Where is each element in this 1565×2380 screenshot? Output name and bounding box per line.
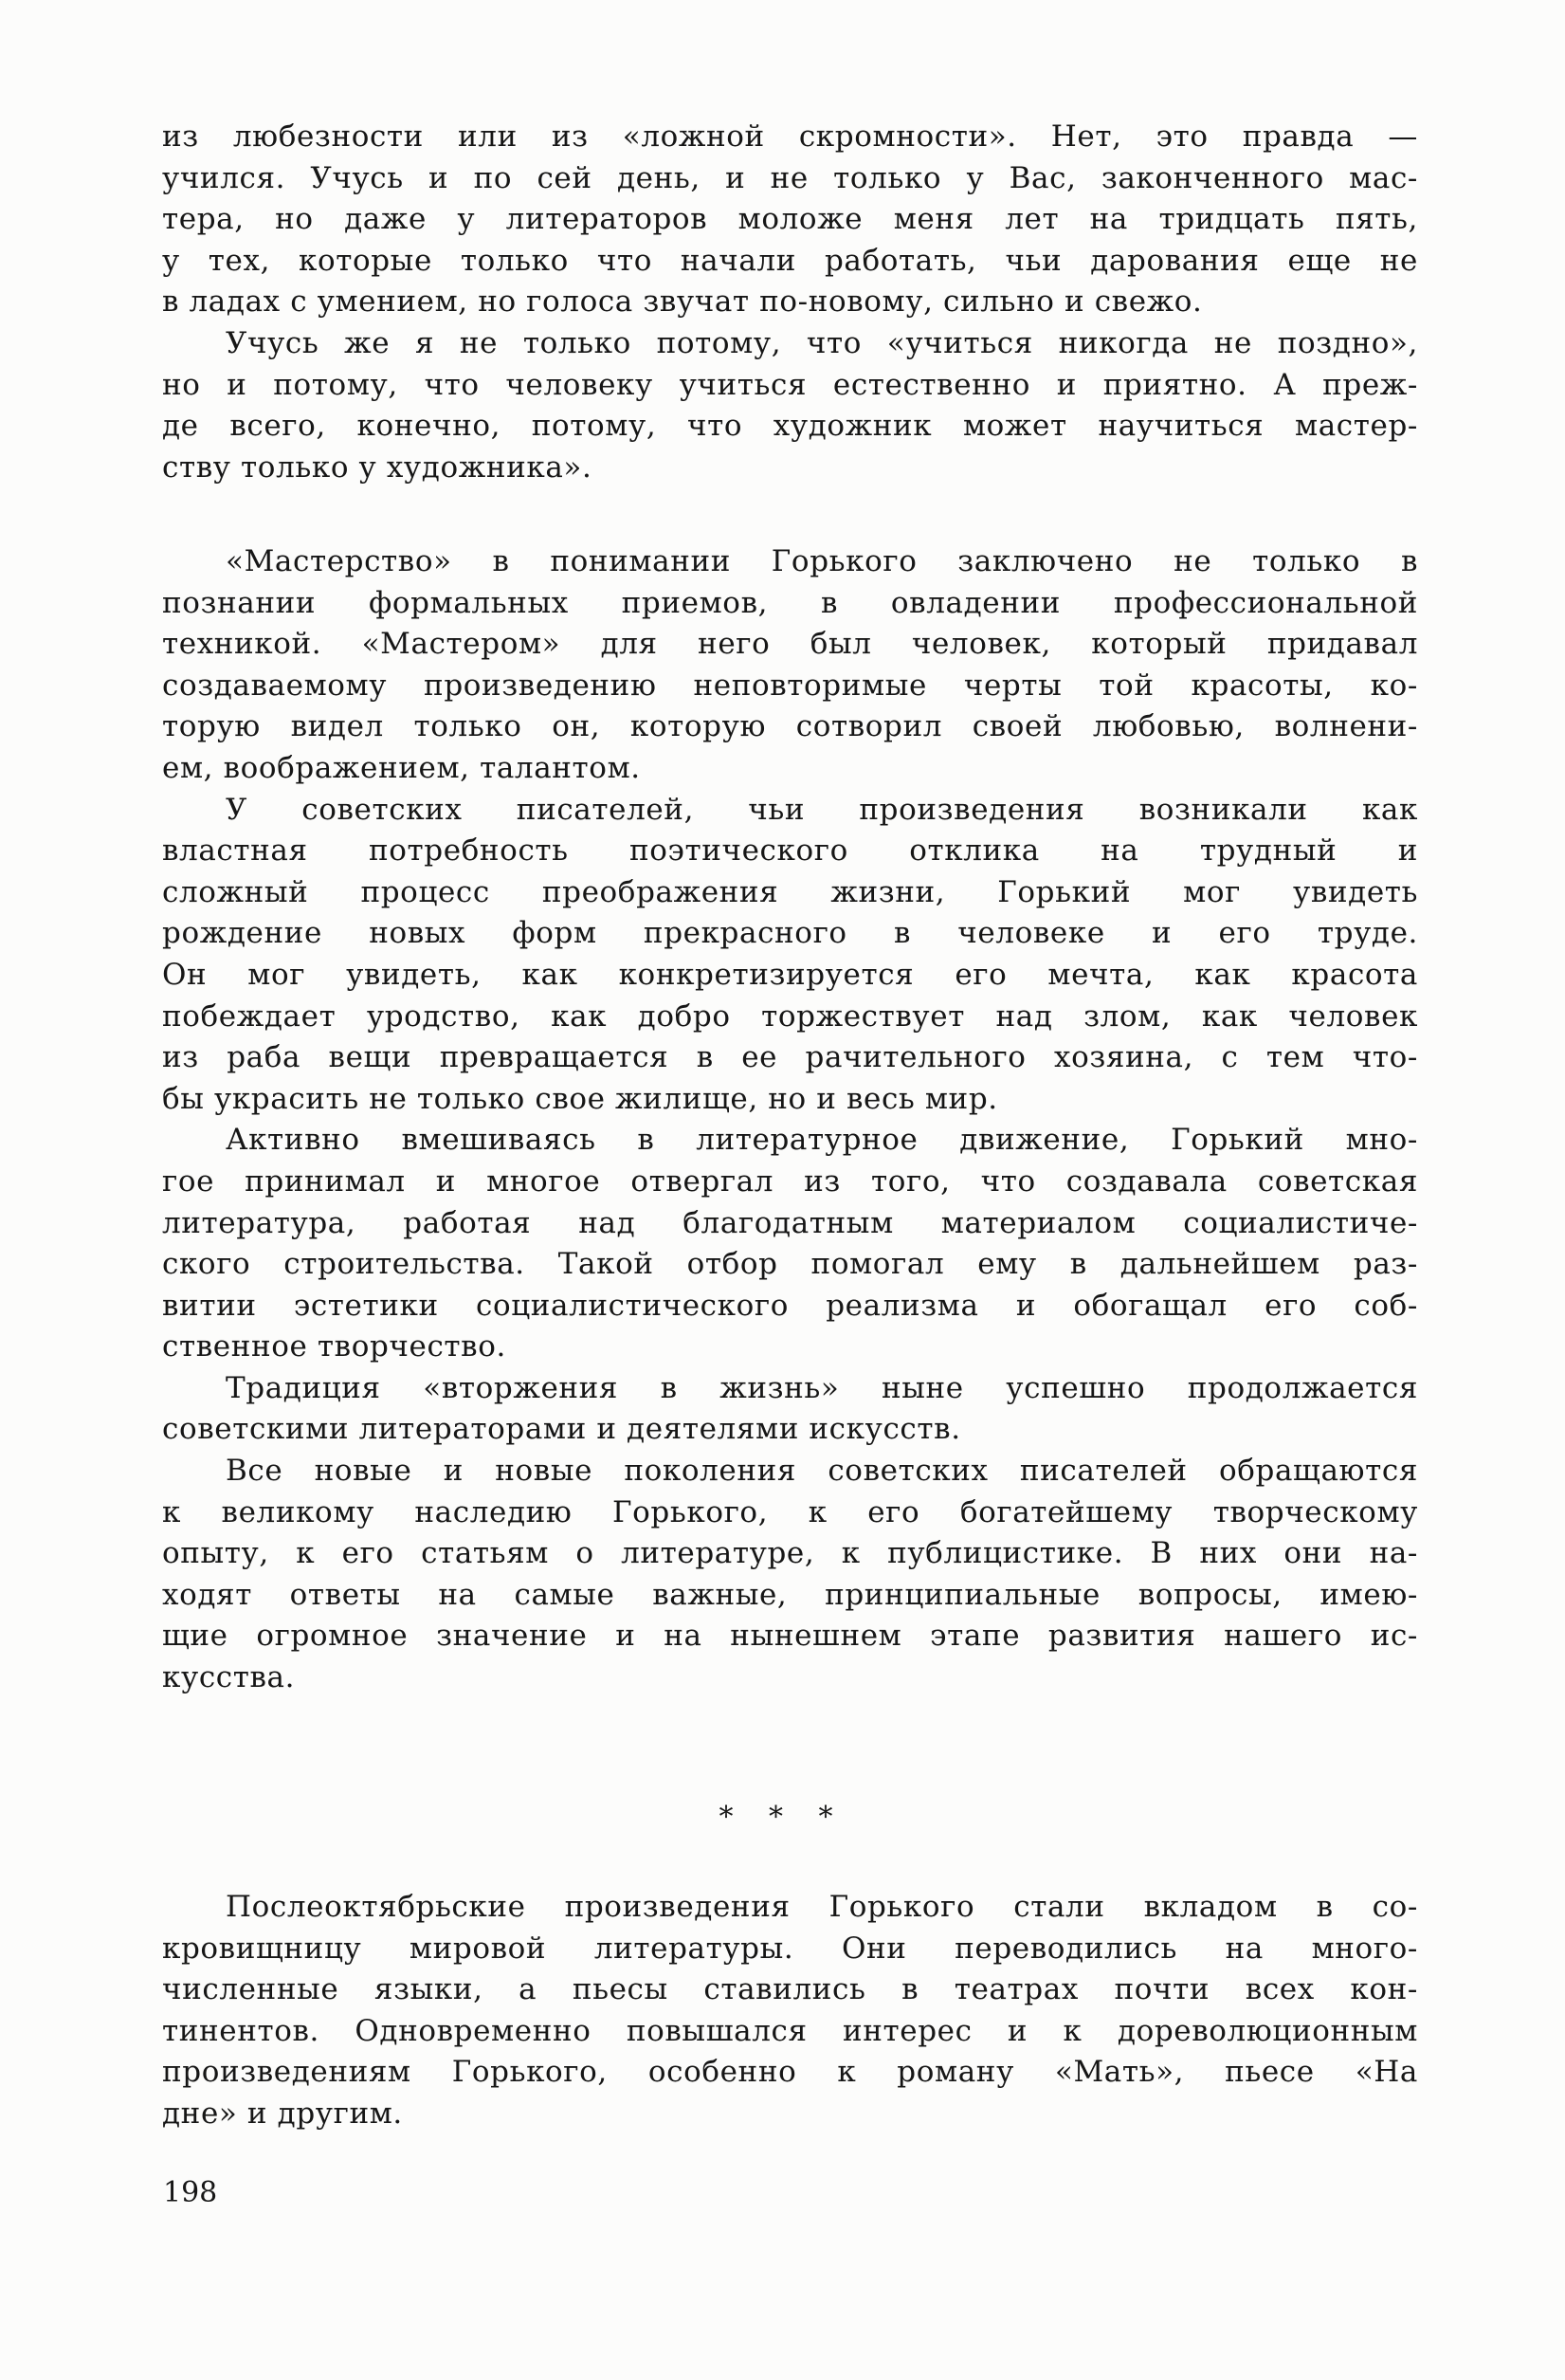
text-line: Все новые и новые поколения советских писателей обращаются — [226, 1454, 1418, 1489]
text-line: Активно вмешиваясь в литературное движение, Горький мно- — [226, 1123, 1418, 1158]
text-line: ственное творчество. — [162, 1329, 506, 1364]
text-line: техникой. «Мастером» для него был человек, который придавал — [162, 627, 1418, 662]
text-line: кровищницу мировой литературы. Они переводились на много- — [162, 1931, 1418, 1966]
text-line: побеждает уродство, как добро торжествует над злом, как человек — [162, 998, 1418, 1034]
final-paragraph — [162, 1887, 1418, 2135]
text-line: властная потребность поэтического отклика на трудный и — [162, 833, 1418, 869]
text-line: Традиция «вторжения в жизнь» ныне успешно продолжается — [226, 1370, 1418, 1405]
text-line: ем, воображением, талантом. — [162, 750, 641, 785]
text-line: ству только у художника». — [162, 449, 592, 485]
text-line: гое принимал и многое отвергал из того, что создавала советская — [162, 1163, 1418, 1199]
text-line: советскими литераторами и деятелями искусств. — [162, 1412, 961, 1447]
text-line: дне» и другим. — [162, 2096, 403, 2131]
text-line: тера, но даже у литераторов моложе меня лет на тридцать пять, — [162, 202, 1418, 237]
section-separator: * * * — [719, 1801, 846, 1834]
text-line: опыту, к его статьям о литературе, к публицистике. В них они на- — [162, 1536, 1418, 1571]
text-line: тинентов. Одновременно повышался интерес и к дореволюционным — [162, 2013, 1418, 2048]
text-line: Учусь же я не только потому, что «учиться никогда не поздно», — [226, 325, 1418, 360]
text-line: сложный процесс преображения жизни, Горький мог увидеть — [162, 874, 1418, 909]
quote-continuation — [162, 117, 1418, 488]
text-line: познании формальных приемов, в овладении профессиональной — [162, 585, 1418, 620]
text-line: бы украсить не только свое жилище, но и весь мир. — [162, 1081, 998, 1116]
text-line: к великому наследию Горького, к его богатейшему творческому — [162, 1494, 1418, 1529]
text-line: де всего, конечно, потому, что художник может научиться мастер- — [162, 409, 1418, 444]
text-line: у тех, которые только что начали работать, чьи дарования еще не — [162, 243, 1418, 278]
text-line: из любезности или из «ложной скромности». Нет, это правда — — [162, 119, 1418, 154]
text-line: рождение новых форм прекрасного в человеке и его труде. — [162, 916, 1418, 951]
text-line: Послеоктябрьские произведения Горького стали вкладом в со- — [226, 1890, 1418, 1924]
text-line: численные языки, а пьесы ставились в театрах почти всех кон- — [162, 1972, 1418, 2007]
text-line: витии эстетики социалистического реализма и обогащал его соб- — [162, 1288, 1418, 1323]
text-line: У советских писателей, чьи произведения возникали как — [226, 792, 1418, 827]
text-line: из раба вещи превращается в ее рачительного хозяина, с тем что- — [162, 1040, 1418, 1075]
text-line: торую видел только он, которую сотворил своей любовью, волнени- — [162, 709, 1418, 744]
text-line: щие огромное значение и на нынешнем этапе развития нашего ис- — [162, 1619, 1418, 1654]
text-line: учился. Учусь и по сей день, и не только у Вас, законченного мас- — [162, 160, 1418, 195]
text-line: ского строительства. Такой отбор помогал ему в дальнейшем раз- — [162, 1247, 1418, 1282]
text-line: создаваемому произведению неповторимые черты той красоты, ко- — [162, 668, 1418, 703]
text-line: но и потому, что человеку учиться естественно и приятно. А преж- — [162, 367, 1418, 402]
text-line: ходят ответы на самые важные, принципиальные вопросы, имею- — [162, 1577, 1418, 1612]
page-number: 198 — [163, 2176, 218, 2209]
text-line: в ладах с умением, но голоса звучат по-новому, сильно и свежо. — [162, 284, 1203, 320]
text-line: Он мог увидеть, как конкретизируется его мечта, как красота — [162, 957, 1418, 992]
text-line: кусства. — [162, 1660, 296, 1695]
text-line: литература, работая над благодатным материалом социалистиче- — [162, 1205, 1418, 1240]
text-line: «Мастерство» в понимании Горького заключено не только в — [226, 544, 1418, 578]
main-text — [162, 541, 1418, 1699]
text-line: произведениям Горького, особенно к роману «Мать», пьесе «На — [162, 2055, 1418, 2090]
